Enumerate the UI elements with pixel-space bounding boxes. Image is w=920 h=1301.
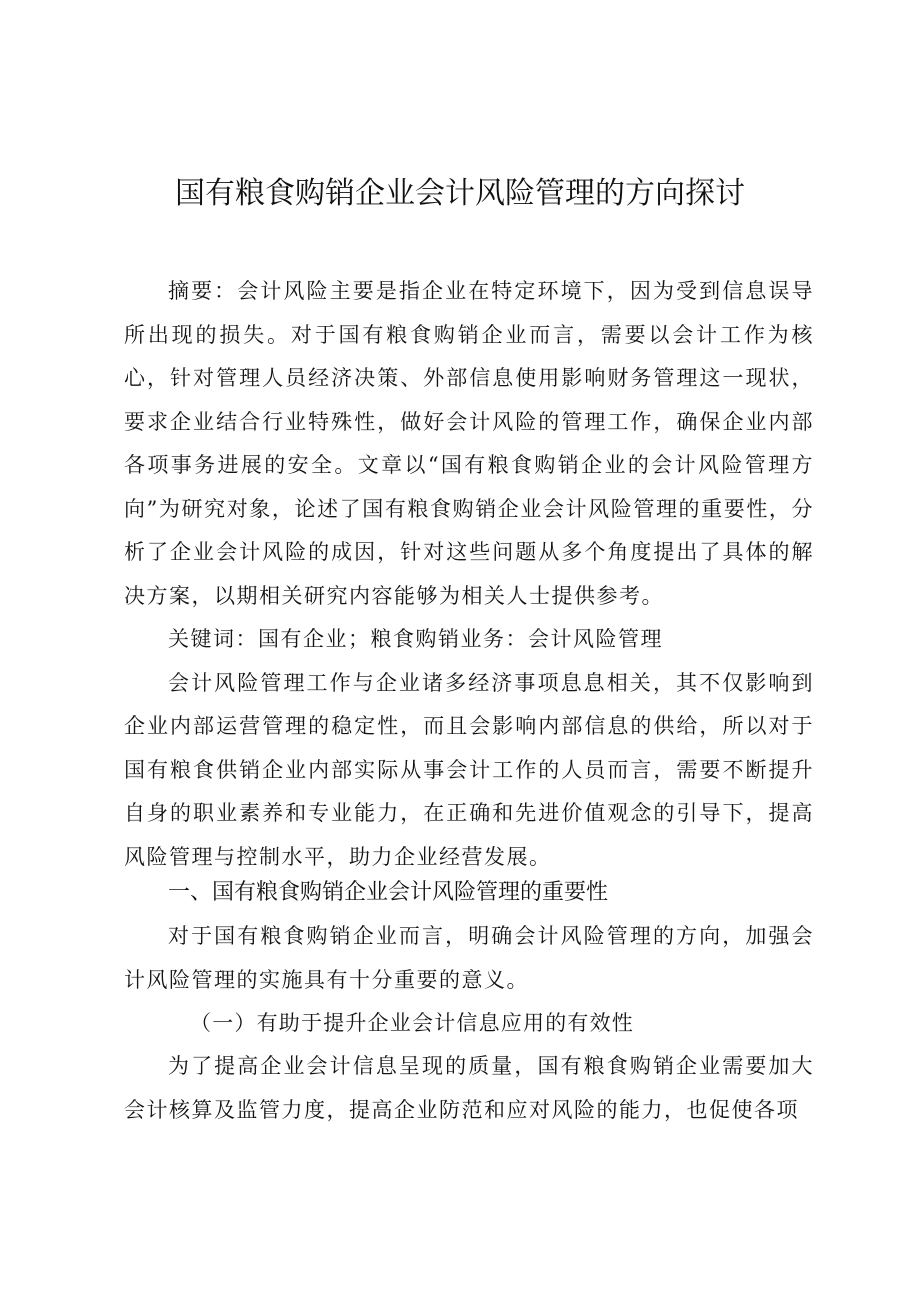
front-matter [124, 270, 814, 879]
section-body [124, 915, 814, 1002]
intro-paragraph: 会计风险管理工作与企业诸多经济事项息息相关，其不仅影响到企业内部运营管理的稳定性，而且会影响内部信息的供给，所以对于国有粮食供销企业内部实际从事会计工作的人员而言，需要不断提升自身的职业素养和专业能力，在正确和先进价值观念的引导下，提高风险管理与控制水平，助力企业经营发展。 [124, 670, 814, 869]
section-paragraph: 对于国有粮食购销企业而言，明确会计风险管理的方向，加强会计风险管理的实施具有十分重要的意义。 [124, 924, 814, 992]
section-heading: 一、国有粮食购销企业会计风险管理的重要性 [168, 880, 609, 905]
subsection-paragraph: 为了提高企业会计信息呈现的质量，国有粮食购销企业需要加大会计核算及监管力度，提高企业防范和应对风险的能力，也促使各项 [124, 1054, 814, 1122]
document-title: 国有粮食购销企业会计风险管理的方向探讨 [175, 176, 745, 211]
abstract-paragraph: 摘要：会计风险主要是指企业在特定环境下，因为受到信息误导所出现的损失。对于国有粮食购销企业而言，需要以会计工作为核心，针对管理人员经济决策、外部信息使用影响财务管理这一现状，要求企业结合行业特殊性，做好会计风险的管理工作，确保企业内部各项事务进展的安全。文章以“国有粮食购销企业的会计风险管理方向”为研究对象，论述了国有粮食购销企业会计风险管理的重要性，分析了企业会计风险的成因，针对这些问题从多个角度提出了具体的解决方案，以期相关研究内容能够为相关人士提供参考。 [124, 279, 814, 608]
subsection-body [124, 1045, 814, 1132]
keywords-line: 关键词：国有企业；粮食购销业务：会计风险管理 [168, 627, 663, 651]
subsection-heading: （一）有助于提升企业会计信息应用的有效性 [190, 1011, 634, 1035]
